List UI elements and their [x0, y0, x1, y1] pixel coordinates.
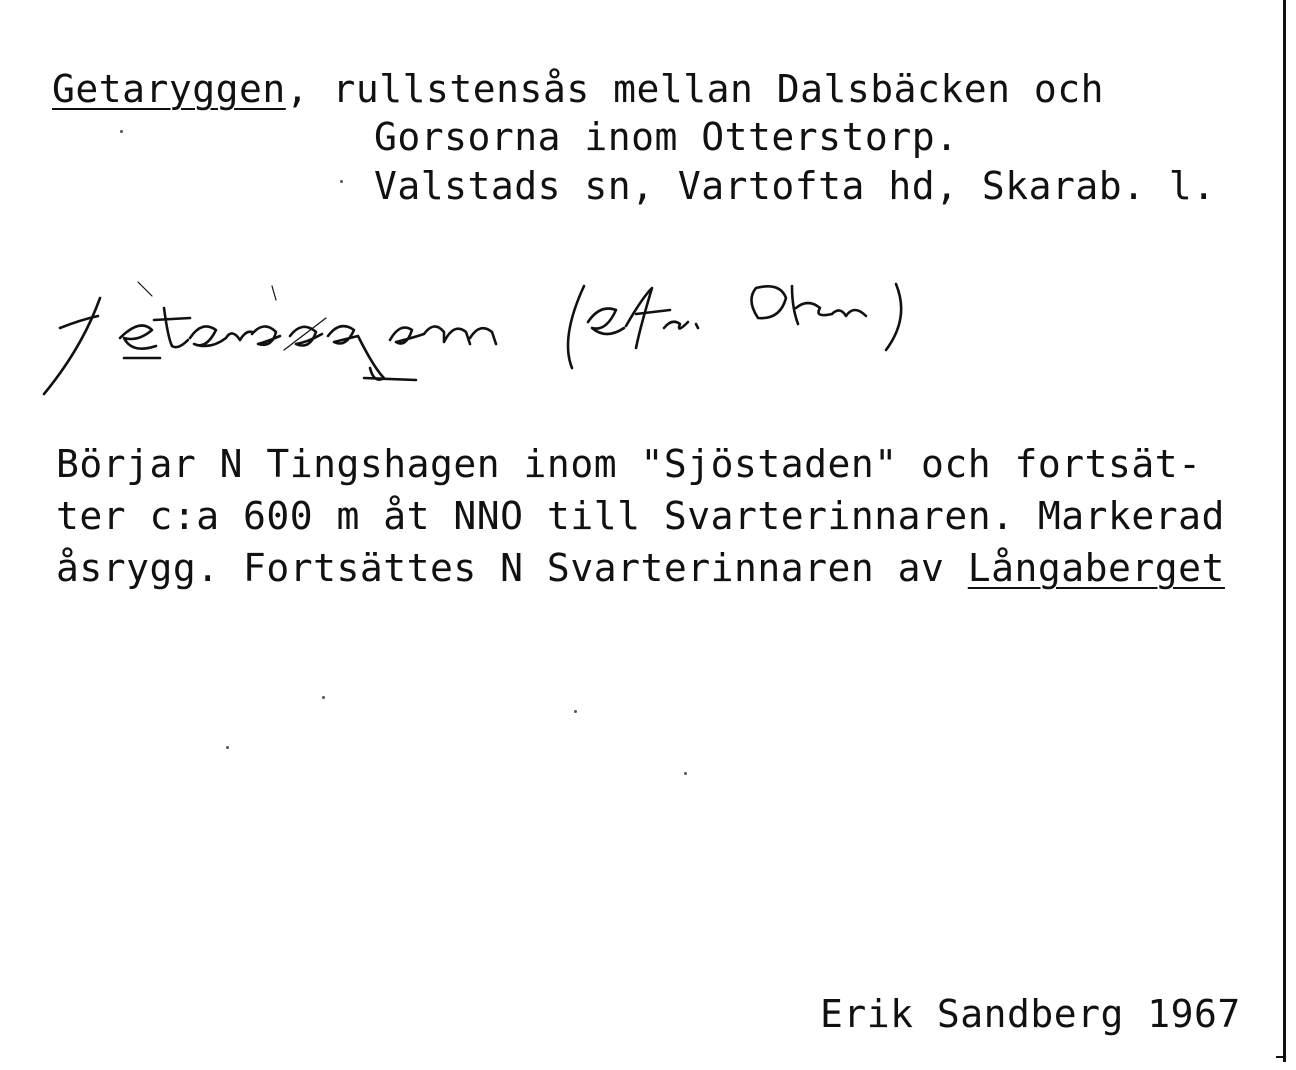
paper-speck — [340, 180, 343, 183]
handwritten-pronunciation — [40, 258, 920, 398]
paper-speck — [574, 710, 577, 713]
paper-speck — [684, 772, 687, 775]
cross-reference-langaberget: Långaberget — [967, 546, 1225, 590]
header-line-2: Gorsorna inom Otterstorp. — [374, 115, 959, 159]
description-line-1: Börjar N Tingshagen inom "Sjöstaden" och fortsät- — [56, 442, 1202, 486]
author-signature: Erik Sandberg 1967 — [820, 992, 1241, 1036]
paper-speck — [322, 696, 325, 699]
description-line-3 — [56, 546, 1225, 590]
description-line-2: ter c:a 600 m åt NNO till Svarterinnaren. Markerad — [56, 494, 1225, 538]
card-edge-tick — [1276, 1056, 1286, 1058]
header-line-1 — [52, 67, 1105, 111]
header-line-3: Valstads sn, Vartofta hd, Skarab. l. — [374, 164, 1216, 208]
paper-speck — [120, 130, 123, 133]
header-line-1-rest: , rullstensås mellan Dalsbäcken och — [285, 67, 1105, 111]
description-line-3-text: åsrygg. Fortsättes N Svarterinnaren av — [56, 546, 968, 590]
card-edge — [1283, 0, 1286, 1062]
paper-speck — [226, 746, 229, 749]
headword: Getaryggen — [52, 67, 286, 111]
